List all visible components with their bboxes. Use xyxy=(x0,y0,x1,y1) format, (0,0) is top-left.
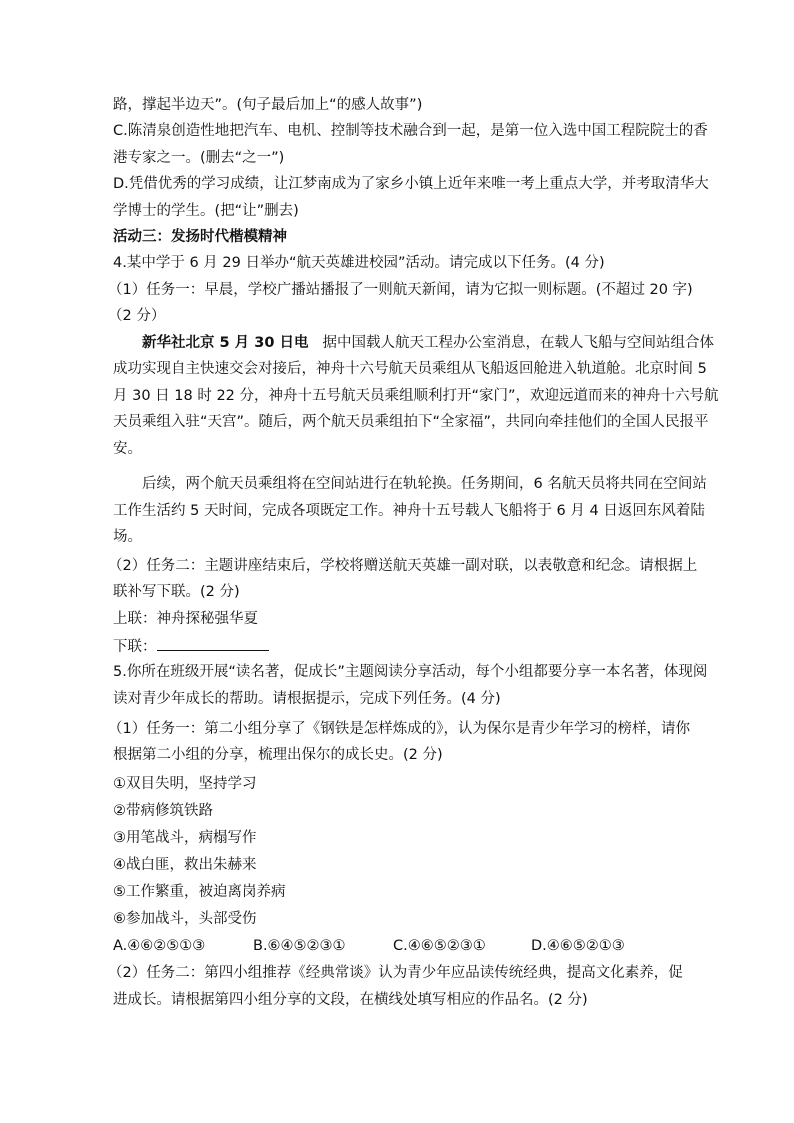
news-paragraph-line xyxy=(142,333,714,353)
couplet-upper: 上联：神舟探秘强华夏 xyxy=(113,611,258,627)
question-5-cont: 读对青少年成长的帮助。请根据提示，完成下列任务。(4 分) xyxy=(113,691,501,707)
q5-task-1-prompt: （1）任务一：第二小组分享了《钢铁是怎样炼成的》，认为保尔是青少年学习的榜样，请你 xyxy=(108,721,690,737)
q5-task-2-cont: 进成长。请根据第四小组分享的文段，在横线处填写相应的作品名。(2 分) xyxy=(113,992,588,1008)
couplet-lower-label: 下联： xyxy=(113,639,157,655)
task-1-prompt: （1）任务一：早晨，学校广播站播报了一则航天新闻，请为它拟一则标题。(不超过 20 字) xyxy=(108,282,693,298)
answer-options xyxy=(113,936,625,956)
news-paragraph-line: 成功实现自主快速交会对接后，神舟十六号航天员乘组从飞船返回舱进入轨道舱。北京时间 5 xyxy=(113,361,707,377)
news-dateline: 新华社北京 5 月 30 日电 xyxy=(142,335,309,351)
news-paragraph-line: 天员乘组入驻“天宫”。随后，两个航天员乘组拍下“全家福”，共同向牵挂他们的全国人民报平 xyxy=(113,414,709,430)
couplet-lower-row xyxy=(113,636,269,657)
list-item: ③用笔战斗，病榻写作 xyxy=(113,830,257,846)
task-2-prompt: （2）任务二：主题讲座结束后，学校将赠送航天英雄一副对联，以表敬意和纪念。请根据上 xyxy=(108,558,698,574)
option-d[interactable]: D.④⑥⑤②①③ xyxy=(531,938,625,954)
news-paragraph-line: 后续，两个航天员乘组将在空间站进行在轨轮换。任务期间，6 名航天员将共同在空间站 xyxy=(142,476,707,492)
news-paragraph-line: 安。 xyxy=(113,441,142,457)
list-item: ①双目失明，坚持学习 xyxy=(113,776,257,792)
list-item: ⑥参加战斗，头部受伤 xyxy=(113,911,257,927)
text-line: 学博士的学生。(把“让”删去) xyxy=(113,203,299,219)
q5-task-1-cont: 根据第二小组的分享，梳理出保尔的成长史。(2 分) xyxy=(113,747,443,763)
news-text: 据中国载人航天工程办公室消息，在载人飞船与空间站组合体 xyxy=(322,335,714,351)
list-item: ④战白匪，救出朱赫来 xyxy=(113,857,257,873)
list-item: ⑤工作繁重，被迫离岗养病 xyxy=(113,884,286,900)
option-c[interactable]: C.④⑥⑤②③① xyxy=(393,938,486,954)
task-1-score: （2 分） xyxy=(108,308,166,324)
news-paragraph-line: 场。 xyxy=(113,529,142,545)
option-a[interactable]: A.④⑥②⑤①③ xyxy=(113,938,206,954)
text-line: 港专家之一。(删去“之一”) xyxy=(113,150,285,166)
news-paragraph-line: 工作生活约 5 天时间，完成各项既定工作。神舟十五号载人飞船将于 6 月 4 日返回东风着陆 xyxy=(113,503,705,519)
option-d-line: D.凭借优秀的学习成绩，让江梦南成为了家乡小镇上近年来唯一考上重点大学，并考取清华大 xyxy=(113,176,709,192)
question-5: 5.你所在班级开展“读名著，促成长”主题阅读分享活动，每个小组都要分享一本名著，体现阅 xyxy=(113,664,708,680)
task-2-score: 联补写下联。(2 分) xyxy=(113,584,240,600)
answer-blank[interactable] xyxy=(157,636,269,651)
news-paragraph-line: 月 30 日 18 时 22 分，神舟十五号航天员乘组顺利打开“家门”，欢迎远道而来的神舟十六号航 xyxy=(113,388,719,404)
option-b[interactable]: B.⑥④⑤②③① xyxy=(253,938,346,954)
text-line: 路，撑起半边天”。(句子最后加上“的感人故事”) xyxy=(113,97,423,113)
option-c-line: C.陈清泉创造性地把汽车、电机、控制等技术融合到一起，是第一位入选中国工程院院士的香 xyxy=(113,123,708,139)
list-item: ②带病修筑铁路 xyxy=(113,803,213,819)
q5-task-2-prompt: （2）任务二：第四小组推荐《经典常谈》认为青少年应品读传统经典，提高文化素养，促 xyxy=(108,965,683,981)
question-4: 4.某中学于 6 月 29 日举办“航天英雄进校园”活动。请完成以下任务。(4 分) xyxy=(113,255,605,271)
activity-heading: 活动三：发扬时代楷模精神 xyxy=(113,229,287,245)
